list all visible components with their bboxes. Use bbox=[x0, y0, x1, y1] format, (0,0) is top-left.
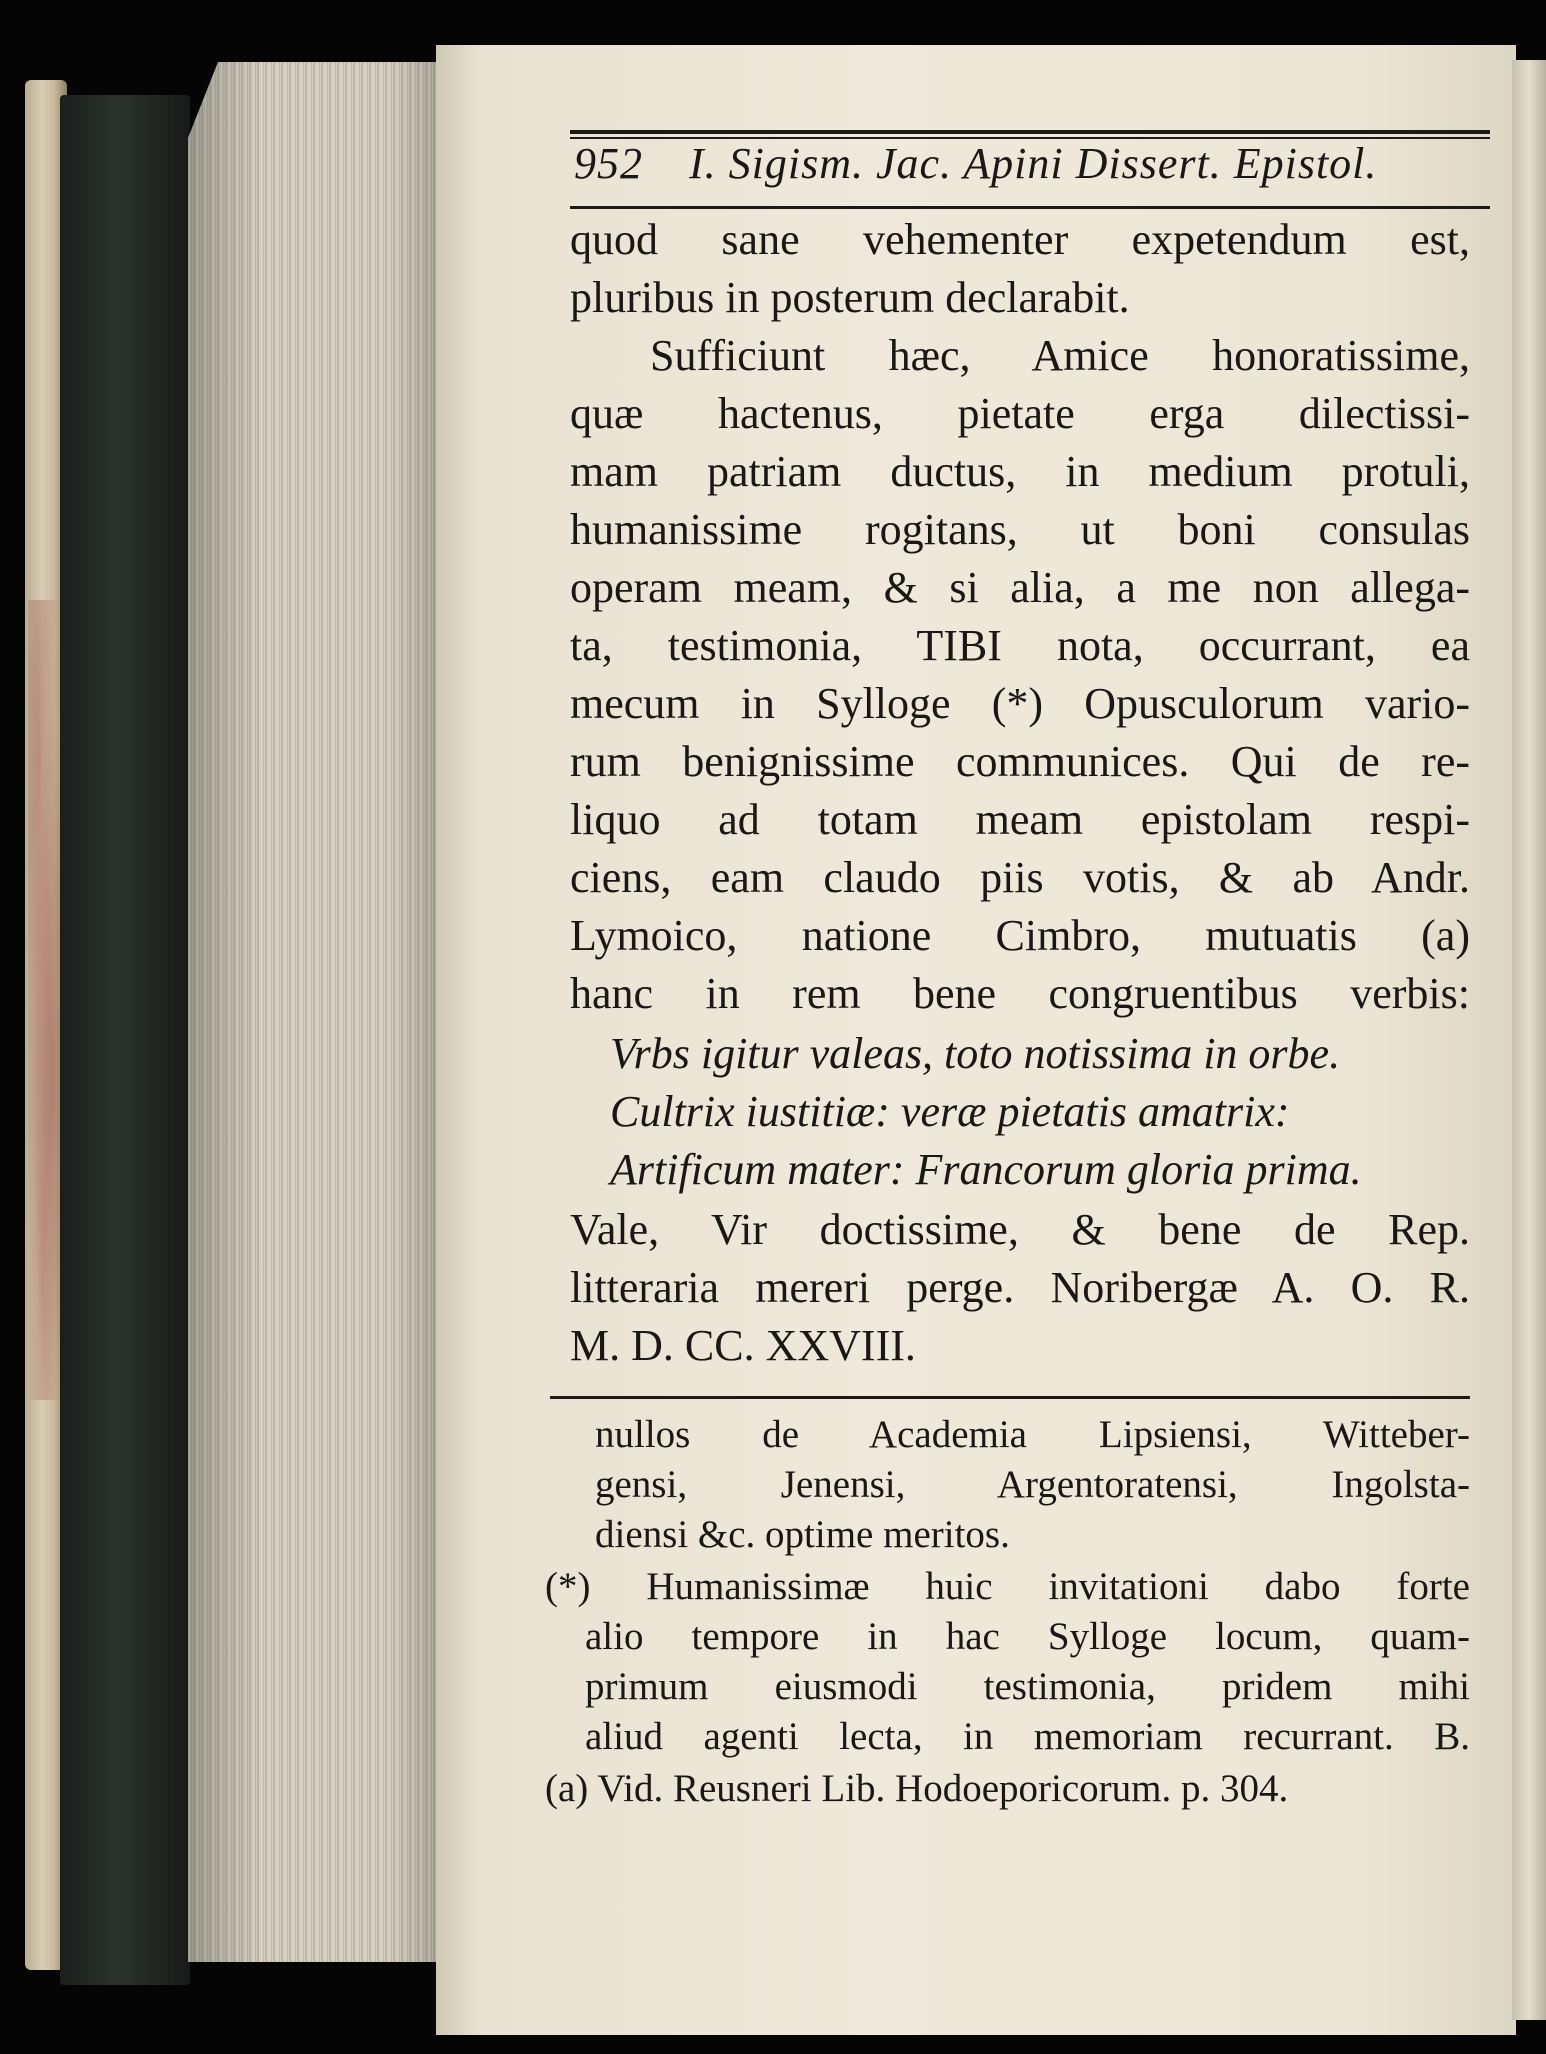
footnote-line: aliud agenti lecta, in memoriam recurrant. B. bbox=[585, 1715, 1470, 1758]
footnote-line: diensi &c. optime meritos. bbox=[595, 1513, 1010, 1556]
text-line: quod sane vehementer expetendum est, bbox=[570, 215, 1470, 264]
marbled-edge bbox=[28, 600, 64, 1400]
footnote-rule bbox=[550, 1396, 1470, 1399]
running-header bbox=[574, 138, 1424, 189]
text-line: mecum in Sylloge (*) Opusculorum vario- bbox=[570, 679, 1470, 728]
text-line: Vale, Vir doctissime, & bene de Rep. bbox=[570, 1205, 1470, 1254]
text-line: Sufficiunt hæc, Amice honoratissime, bbox=[650, 331, 1470, 380]
text-line: humanissime rogitans, ut boni consulas bbox=[570, 505, 1470, 554]
text-line: pluribus in posterum declarabit. bbox=[570, 273, 1130, 322]
text-line: ciens, eam claudo piis votis, & ab Andr. bbox=[570, 853, 1470, 902]
text-line: litteraria mereri perge. Noribergæ A. O. R. bbox=[570, 1263, 1470, 1312]
verse-line: Artificum mater: Francorum gloria prima. bbox=[610, 1145, 1362, 1194]
header-top-rule bbox=[570, 130, 1490, 134]
facing-page-edge bbox=[1512, 60, 1546, 2020]
text-line: quæ hactenus, pietate erga dilectissi- bbox=[570, 389, 1470, 438]
text-line: M. D. CC. XXVIII. bbox=[570, 1321, 916, 1370]
verse-line: Cultrix iustitiæ: veræ pietatis amatrix: bbox=[610, 1087, 1290, 1136]
footnote-line: alio tempore in hac Sylloge locum, quam- bbox=[585, 1615, 1470, 1658]
verse-line: Vrbs igitur valeas, toto notissima in orbe. bbox=[610, 1029, 1341, 1078]
text-line: hanc in rem bene congruentibus verbis: bbox=[570, 969, 1470, 1018]
footnote-line: nullos de Academia Lipsiensi, Witteber- bbox=[595, 1413, 1470, 1456]
text-line: rum benignissime communices. Qui de re- bbox=[570, 737, 1470, 786]
page-number: 952 bbox=[574, 139, 643, 188]
footnote-line: (*) Humanissimæ huic invitationi dabo forte bbox=[545, 1565, 1470, 1608]
text-line: ta, testimonia, TIBI nota, occurrant, ea bbox=[570, 621, 1470, 670]
book-cover-board bbox=[60, 95, 190, 1985]
header-bottom-rule bbox=[570, 206, 1490, 209]
text-line: mam patriam ductus, in medium protuli, bbox=[570, 447, 1470, 496]
text-line: operam meam, & si alia, a me non allega- bbox=[570, 563, 1470, 612]
footnote-line: gensi, Jenensi, Argentoratensi, Ingolsta- bbox=[595, 1463, 1470, 1506]
footnote-line: primum eiusmodi testimonia, pridem mihi bbox=[585, 1665, 1470, 1708]
text-line: Lymoico, natione Cimbro, mutuatis (a) bbox=[570, 911, 1470, 960]
running-title: I. Sigism. Jac. Apini Dissert. Epistol. bbox=[689, 139, 1378, 188]
footnote-line: (a) Vid. Reusneri Lib. Hodoeporicorum. p. 304. bbox=[545, 1767, 1289, 1810]
text-line: liquo ad totam meam epistolam respi- bbox=[570, 795, 1470, 844]
